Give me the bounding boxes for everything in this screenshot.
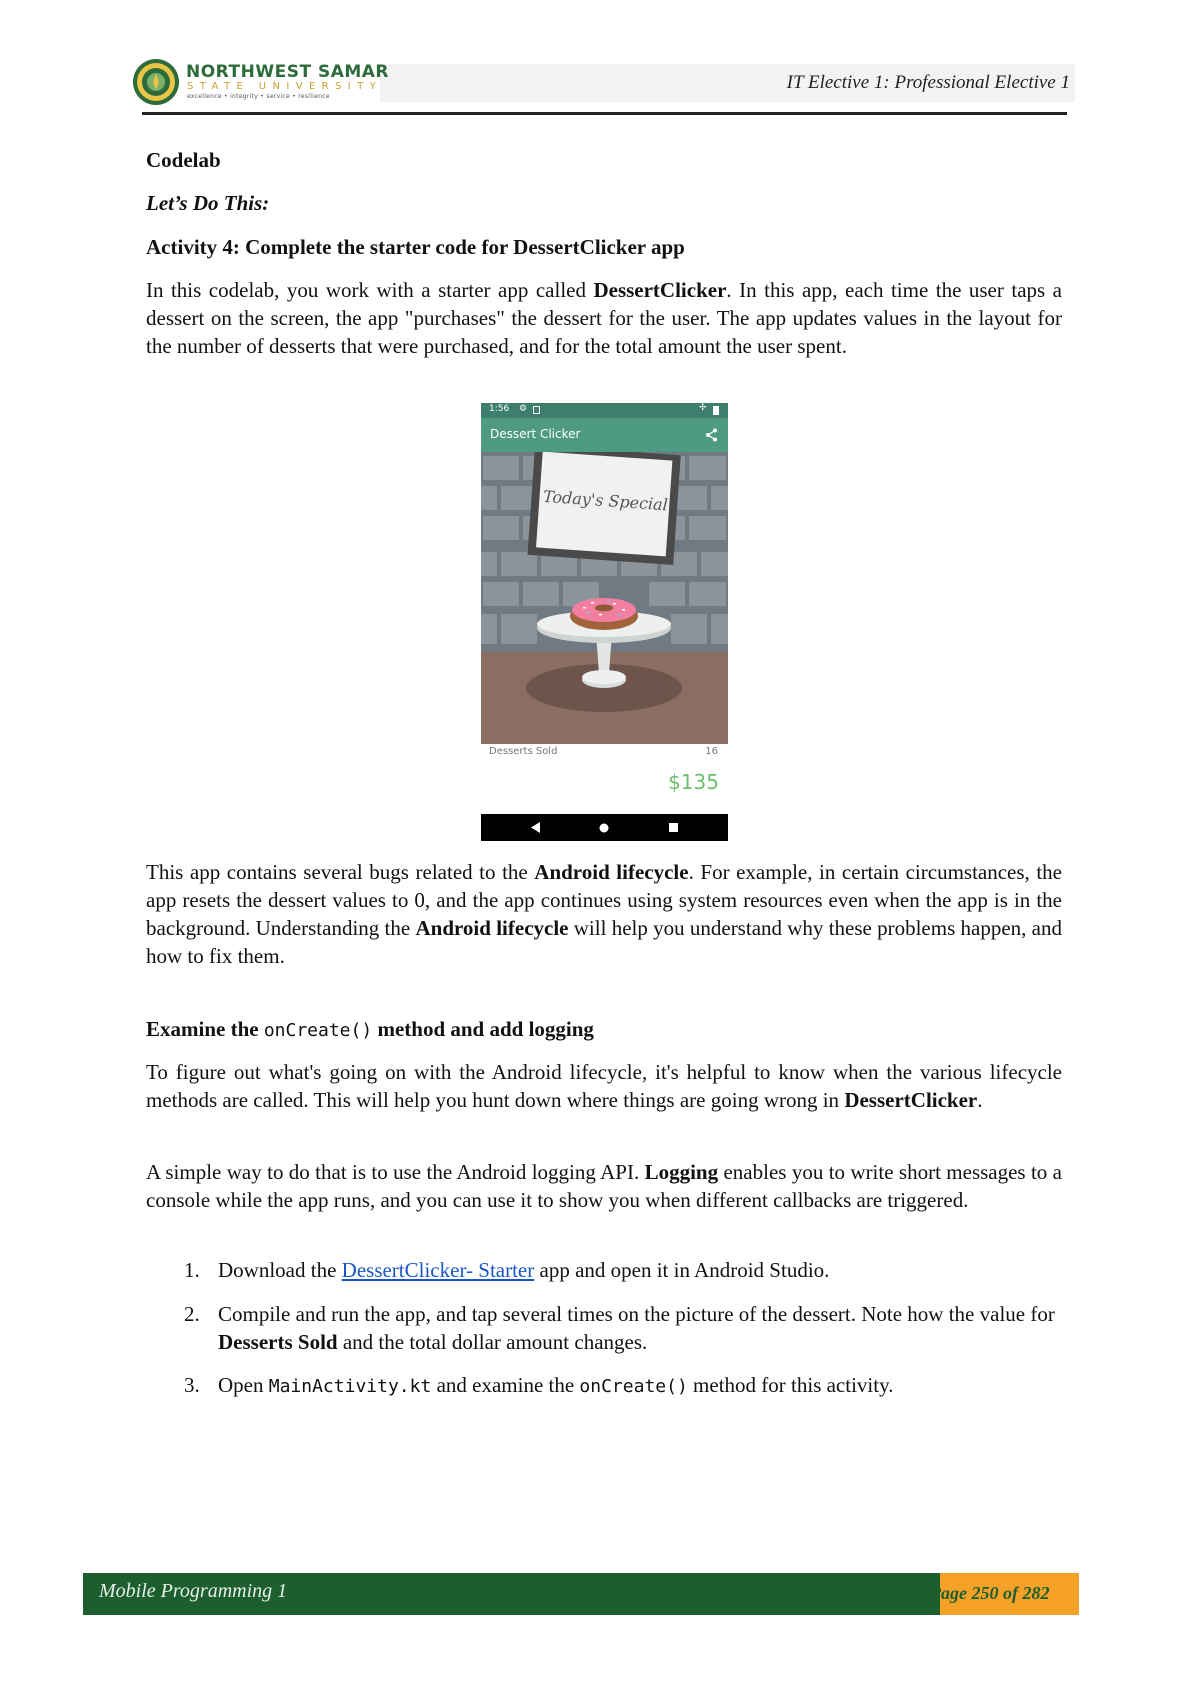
revenue-value: $135 xyxy=(668,770,719,794)
back-icon[interactable] xyxy=(531,822,541,833)
app-screenshot xyxy=(481,403,728,841)
header-rule xyxy=(142,112,1067,115)
page-number: Page 250 of 282 xyxy=(930,1583,1050,1603)
app-bar xyxy=(481,418,728,452)
logging-api-paragraph: A simple way to do that is to use the Android logging API. Logging enables you to write short messages to a console while the app runs, and you can use it to show you when different callbacks are triggered. xyxy=(146,1160,1063,1212)
dessertclicker-starter-link[interactable]: DessertClicker- Starter xyxy=(341,1258,535,1282)
mainactivity-code: MainActivity.kt xyxy=(268,1376,432,1397)
app-title: Dessert Clicker xyxy=(490,427,581,441)
status-bar xyxy=(481,403,728,418)
app-name: DessertClicker xyxy=(593,278,727,302)
oncreate-code: onCreate() xyxy=(263,1020,373,1041)
battery-icon xyxy=(713,406,719,415)
nav-bar xyxy=(481,814,728,841)
sd-card-icon xyxy=(533,406,540,414)
course-title: IT Elective 1: Professional Elective 1 xyxy=(786,72,1070,93)
wifi-icon: ✢ xyxy=(699,403,707,413)
examine-heading: Examine the onCreate() method and add logging xyxy=(146,1017,594,1041)
oncreate-code: onCreate() xyxy=(579,1376,688,1397)
section-heading-codelab: Codelab xyxy=(146,148,221,172)
share-icon[interactable] xyxy=(705,428,719,442)
intro-paragraph: In this codelab, you work with a starter app called DessertClicker. In this app, each time the user taps a dessert on the screen, the app "purchases" the dessert for the user. The app updates values in the layout for the number of desserts that were purchased, and for the total amount the user spent. xyxy=(146,278,1062,358)
university-seal-logo xyxy=(132,58,180,106)
university-motto: excellence • integrity • service • resilience xyxy=(187,93,330,100)
university-name: NORTHWEST SAMAR xyxy=(186,62,390,82)
sign-text: Today's Special xyxy=(542,486,669,515)
desserts-sold-label: Desserts Sold xyxy=(489,746,558,757)
recents-icon[interactable] xyxy=(669,823,678,832)
desserts-sold-value: 16 xyxy=(705,746,718,757)
footer-course-name: Mobile Programming 1 xyxy=(99,1580,288,1602)
logging-intro-paragraph: To figure out what's going on with the Android lifecycle, it's helpful to know when the various lifecycle methods are called. This will help you hunt down where things are going wrong in DessertClicker. xyxy=(146,1060,1062,1112)
status-time: 1:56 xyxy=(489,404,510,414)
activity-title: Activity 4: Complete the starter code for DessertClicker app xyxy=(146,235,685,259)
home-icon[interactable] xyxy=(599,823,609,833)
stats-panel xyxy=(481,744,728,814)
lifecycle-paragraph: This app contains several bugs related to the Android lifecycle. For example, in certain circumstances, the app resets the dessert values to 0, and the app continues using system resources even when the app is in the background. Understanding the Android lifecycle will help you understand why these problems happen, and how to fix them. xyxy=(146,860,1062,968)
settings-icon: ⚙ xyxy=(519,404,528,414)
dessert-scene xyxy=(481,452,728,744)
lets-do-this-heading: Let’s Do This: xyxy=(146,191,270,215)
university-subtitle: STATE UNIVERSITY xyxy=(187,81,383,92)
